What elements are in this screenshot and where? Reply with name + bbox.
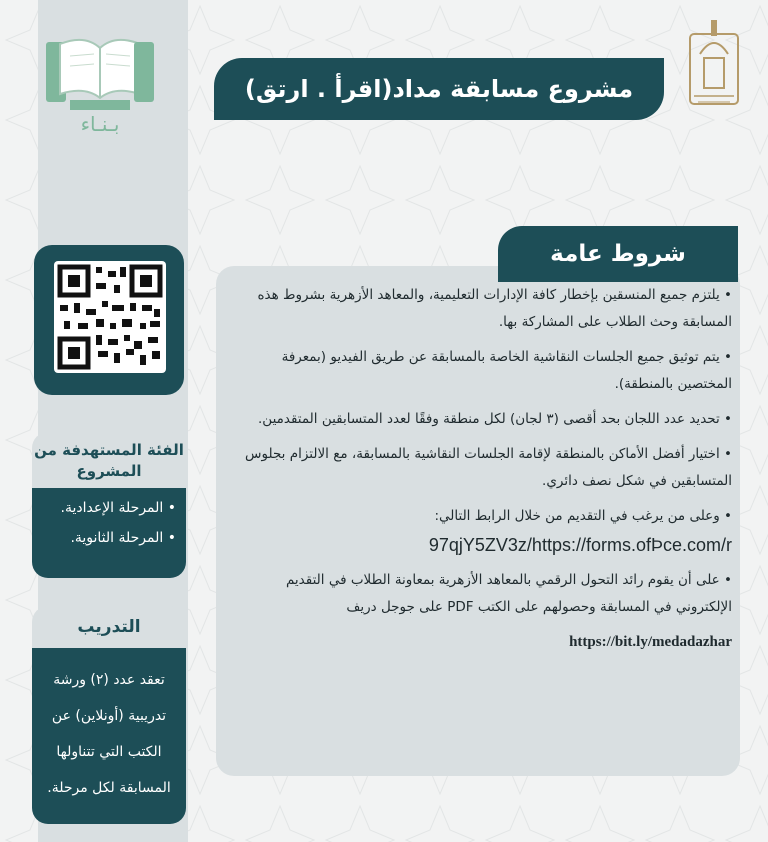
condition-item: • يتم توثيق جميع الجلسات النقاشية الخاصة بالمسابقة عن طريق الفيديو (بمعرفة المختصين بالمنطقة).	[281, 349, 732, 392]
section-title: شروط عامة	[498, 226, 738, 282]
training-title: التدريب	[32, 606, 186, 648]
condition-item: • يلتزم جميع المنسقين بإخطار كافة الإدارات التعليمية، والمعاهد الأزهرية بشروط هذه المسابقة وحث الطلاب على المشاركة بها.	[257, 287, 732, 330]
side-logo-text: بـنـاء	[80, 112, 120, 136]
condition-item: • تحديد عدد اللجان بحد أقصى (٣ لجان) لكل منطقة وفقًا لعدد المتسابقين المتقدمين.	[258, 411, 732, 427]
condition-item: • على أن يقوم رائد التحول الرقمي بالمعاهد الأزهرية بمعاونة الطلاب في التقديم الإلكتروني في المسابقة وحصولهم على الكتب PDF على جوجل دريف	[285, 572, 732, 615]
page-title: مشروع مسابقة مداد(اقرأ . ارتق)	[214, 58, 664, 120]
training-card	[32, 606, 186, 824]
qr-code[interactable]	[54, 261, 166, 373]
condition-item: • اختيار أفضل الأماكن بالمنطقة لإقامة الجلسات النقاشية بالمسابقة، مع الالتزام بجلوس المتسابقين في شكل نصف دائري.	[245, 446, 732, 489]
condition-item: • وعلى من يرغب في التقديم من خلال الرابط التالي:	[434, 508, 732, 524]
target-audience-card	[32, 432, 186, 578]
target-audience-list	[32, 488, 186, 578]
conditions-content	[226, 282, 732, 664]
list-item: • المرحلة الإعدادية.	[60, 500, 176, 516]
list-item: • المرحلة الثانوية.	[70, 530, 176, 546]
azhar-logo-icon	[680, 14, 748, 114]
target-audience-title: الفئة المستهدفة من المشروع	[32, 432, 186, 488]
qr-code-icon	[54, 261, 166, 373]
bitly-link[interactable]: https://bit.ly/medadazhar	[569, 634, 732, 650]
qr-code-card[interactable]	[34, 245, 184, 395]
training-body: تعقد عدد (٢) ورشة تدريبية (أونلاين) عن الكتب التي تتناولها المسابقة لكل مرحلة.	[32, 648, 186, 824]
form-link[interactable]: 97qjY5ZV3z/https://forms.ofÞce.com/r	[428, 535, 732, 555]
